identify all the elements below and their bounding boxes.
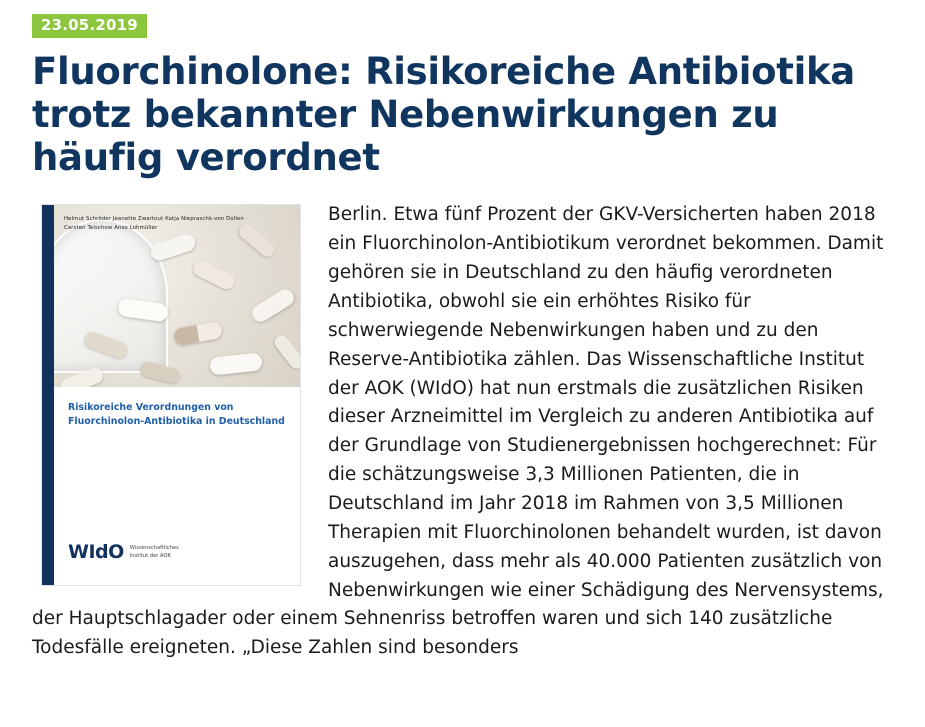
pill-shape xyxy=(173,321,223,346)
pill-shape xyxy=(139,361,181,385)
cover-authors: Helmut Schröder Jeanette Zwartout Katja Niepraschk-von Dollen Carsten Telschow Anso Lohmüller xyxy=(64,216,244,231)
pill-shape xyxy=(272,333,300,372)
pill-shape xyxy=(249,286,297,325)
wido-logo xyxy=(68,541,179,563)
pill-shape xyxy=(148,233,197,263)
wido-logo-text: WIdO xyxy=(68,541,124,564)
article-body: Berlin. Etwa fünf Prozent der GKV-Versicherten haben 2018 ein Fluorchinolon-Antibiotikum verordnet bekommen. Damit gehören sie in Deutschland zu den häufig verordneten Antibiotika, obwohl sie ein erhöhtes Risiko für schwerwiegende Nebenwirkungen haben und zu den Reserve-Antibiotika zählen. Das Wissenschaftliche Institut der AOK (WIdO) hat nun erstmals die zusätzlichen Risiken dieser Arzneimittel im Vergleich zu anderen Antibiotika auf der Grundlage von Studienergebnissen hochgerechnet: Für die schätzungsweise 3,3 Millionen Patienten, die in Deutschland im Jahr 2018 im Rahmen von 3,5 Millionen Therapien mit Fluorchinolonen behandelt wurden, ist davon auszugehen, dass mehr als 40.000 Patienten zusätzlich von Nebenwirkungen wie einer Schädigung des Nervensystems, der Hauptschlagader oder einem Sehnenriss betroffen waren und sich 140 zusätzliche Todesfälle ereigneten. „Diese Zahlen sind besonders xyxy=(32,204,884,659)
pills-photo xyxy=(54,205,300,387)
page-title: Fluorchinolone: Risikoreiche Antibiotika trotz bekannter Nebenwirkungen zu häufig verordnet xyxy=(32,49,855,180)
cover-title: Risikoreiche Verordnungen von Fluorchinolon-Antibiotika in Deutschland xyxy=(68,402,285,428)
pill-shape xyxy=(209,353,263,376)
report-cover xyxy=(42,205,300,585)
wido-logo-subtitle: Wissenschaftliches Institut der AOK xyxy=(129,544,179,559)
publication-date-badge: 23.05.2019 xyxy=(32,14,147,38)
report-cover-figure[interactable] xyxy=(42,205,300,585)
pill-shape xyxy=(191,259,238,293)
article-content xyxy=(32,201,893,663)
